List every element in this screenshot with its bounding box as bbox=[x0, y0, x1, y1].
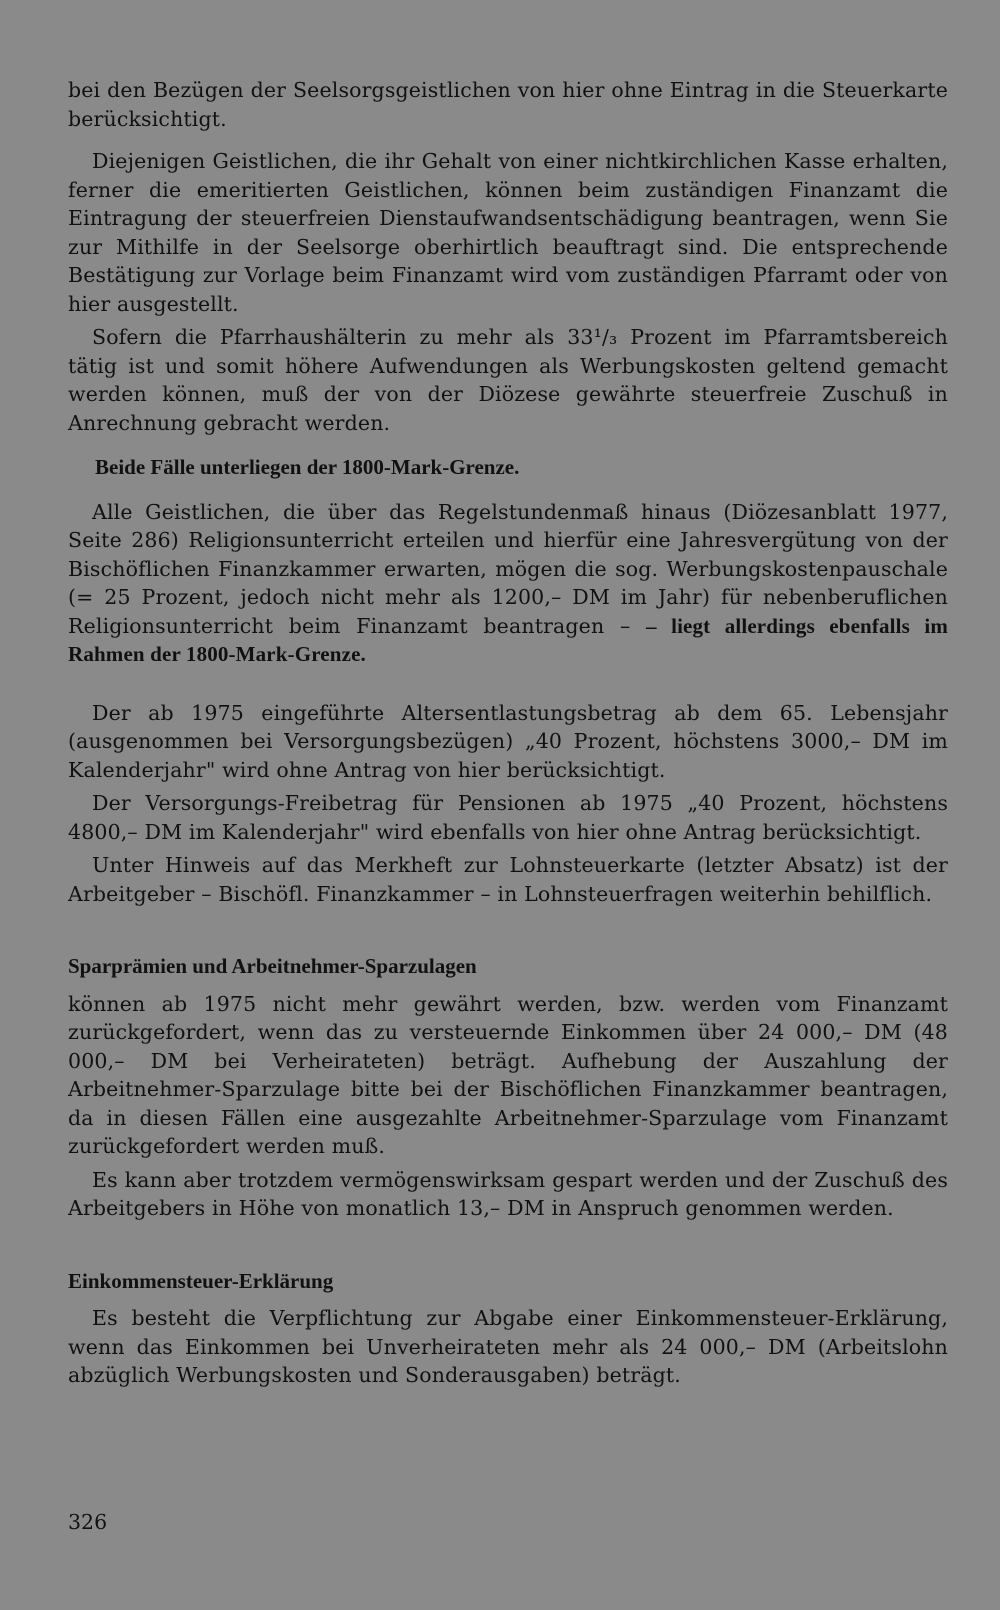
paragraph-altersentlastungsbetrag: Der ab 1975 eingeführte Altersentlastungsbetrag ab dem 65. Lebensjahr (ausgenommen bei Versorgungsbezügen) „40 Prozent, höchstens 3000,– DM im Kalenderjahr" wird ohne Antrag von hier berücksichtigt. bbox=[68, 700, 948, 782]
paragraph-religionsunterricht bbox=[68, 498, 948, 669]
emphasis-1800-mark-grenze: Beide Fälle unterliegen der 1800-Mark-Grenze. bbox=[95, 455, 520, 479]
paragraph-vermoegenswirksam: Es kann aber trotzdem vermögenswirksam gespart werden und der Zuschuß des Arbeitgebers in Höhe von monatlich 13,– DM in Anspruch genommen werden. bbox=[68, 1167, 948, 1220]
heading-einkommensteuer: Einkommensteuer-Erklärung bbox=[68, 1268, 334, 1293]
paragraph-einkommensteuer: Es besteht die Verpflichtung zur Abgabe einer Einkommensteuer-Erklärung, wenn das Einkommen bei Unverheirateten mehr als 24 000,– DM (Arbeitslohn abzüglich Werbungskosten und Sonderausgaben) beträgt. bbox=[68, 1306, 948, 1387]
religionsunterricht-text: Alle Geistlichen, die über das Regelstundenmaß hinaus (Diözesanblatt 1977, Seite 286) Religionsunterricht erteilen und hierfür eine Jahresvergütung von der Bischöflichen Finanzkammer erwarten, mögen die sog. Werbungskostenpauschale (= 25 Prozent, jedoch nicht mehr als 1200,– DM im Jahr) für nebenberuflichen Religionsunterricht beim Finanzamt beantragen – bbox=[68, 499, 948, 638]
page-number: 326 bbox=[68, 1510, 108, 1534]
paragraph-sparpraemien: können ab 1975 nicht mehr gewährt werden, bzw. werden vom Finanzamt zurückgefordert, wenn das zu versteuernde Einkommen über 24 000,– DM (48 000,– DM bei Verheirateten) beträgt. Aufhebung der Auszahlung der Arbeitnehmer-Sparzulage bitte bei der Bischöflichen Finanzkammer beantragen, da in diesen Fällen eine ausgezahlte Arbeitnehmer-Sparzulage vom Finanzamt zurückgefordert werden muß. bbox=[68, 991, 948, 1158]
paragraph-pfarrhaushaelterin: Sofern die Pfarrhaushälterin zu mehr als 33¹/₃ Prozent im Pfarramtsbereich tätig ist und somit höhere Aufwendungen als Werbungskosten geltend gemacht werden können, muß der von der Diözese gewährte steuerfreie Zuschuß in Anrechnung gebracht werden. bbox=[68, 325, 948, 435]
paragraph-versorgungs-freibetrag: Der Versorgungs-Freibetrag für Pensionen ab 1975 „40 Prozent, höchstens 4800,– DM im Kalenderjahr" wird ebenfalls von hier ohne Antrag berücksichtigt. bbox=[68, 791, 948, 844]
paragraph-continuation: bei den Bezügen der Seelsorgsgeistlichen von hier ohne Eintrag in die Steuerkarte berücksichtigt. bbox=[68, 78, 948, 131]
religionsunterricht-bold-note: – liegt allerdings ebenfalls im Rahmen der 1800-Mark-Grenze. bbox=[68, 613, 948, 666]
paragraph-merkheft-hinweis: Unter Hinweis auf das Merkheft zur Lohnsteuerkarte (letzter Absatz) ist der Arbeitgeber – Bischöfl. Finanzkammer – in Lohnsteuerfragen weiterhin behilflich. bbox=[68, 853, 948, 906]
heading-sparpraemien: Sparprämien und Arbeitnehmer-Sparzulagen bbox=[68, 954, 477, 978]
paragraph-geistliche: Diejenigen Geistlichen, die ihr Gehalt von einer nichtkirchlichen Kasse erhalten, ferner die emeritierten Geistlichen, können beim zuständigen Finanzamt die Eintragung der steuerfreien Dienstaufwandsentschädigung beantragen, wenn Sie zur Mithilfe in der Seelsorge oberhirtlich beauftragt sind. Die entsprechende Bestätigung zur Vorlage beim Finanzamt wird vom zuständigen Pfarramt oder von hier ausgestellt. bbox=[68, 149, 948, 316]
